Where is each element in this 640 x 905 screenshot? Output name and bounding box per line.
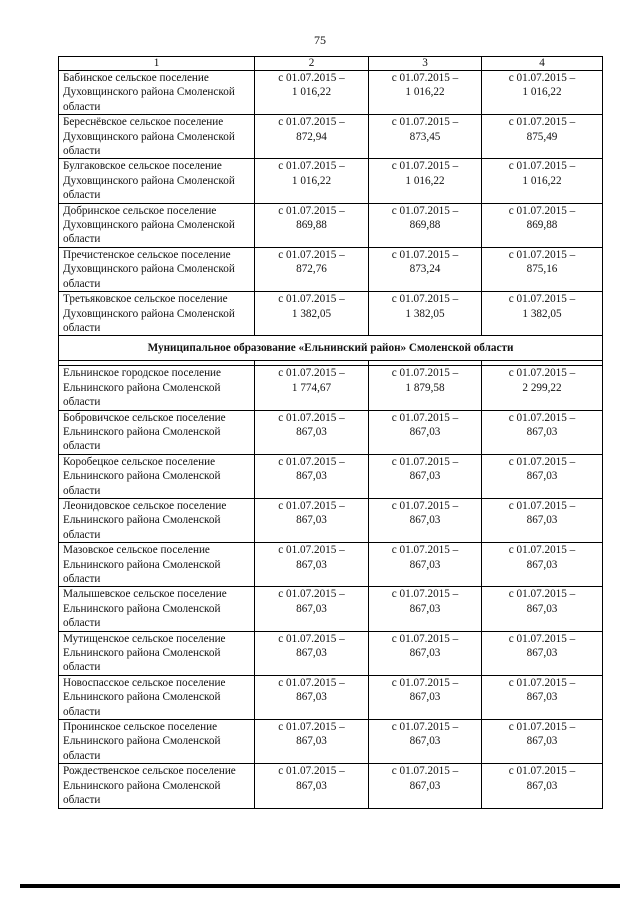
- tariff-cell: [482, 764, 603, 808]
- effective-date: с 01.07.2015 –: [391, 411, 459, 424]
- settlement-name: Береснёвское сельское поселение Духовщинского района Смоленской области: [59, 115, 255, 159]
- tariff-cell: [369, 410, 482, 454]
- tariff-cell: [369, 498, 482, 542]
- table-row: [59, 543, 603, 587]
- tariff-cell: [482, 498, 603, 542]
- tariff-value: 873,45: [409, 130, 441, 143]
- effective-date: с 01.07.2015 –: [278, 116, 345, 129]
- tariff-cell: [482, 631, 603, 675]
- effective-date: с 01.07.2015 –: [278, 632, 345, 645]
- settlement-name: Третьяковское сельское поселение Духовщинского района Смоленской области: [59, 292, 255, 336]
- table-row: [59, 247, 603, 291]
- effective-date: с 01.07.2015 –: [278, 499, 345, 512]
- column-header-1: 1: [59, 57, 255, 71]
- tariff-cell: [255, 498, 369, 542]
- effective-date: с 01.07.2015 –: [508, 204, 576, 217]
- column-header-4: 4: [482, 57, 603, 71]
- table-row: [59, 498, 603, 542]
- tariff-cell: [482, 410, 603, 454]
- tariff-value: 867,03: [296, 470, 327, 483]
- tariff-cell: [369, 675, 482, 719]
- effective-date: с 01.07.2015 –: [508, 116, 576, 129]
- effective-date: с 01.07.2015 –: [508, 632, 576, 645]
- tariff-cell: [255, 71, 369, 115]
- tariff-cell: [255, 543, 369, 587]
- tariff-cell: [255, 292, 369, 336]
- tariff-value: 867,03: [409, 470, 441, 483]
- settlement-name: Леонидовское сельское поселение Ельнинского района Смоленской области: [59, 498, 255, 542]
- effective-date: с 01.07.2015 –: [508, 248, 576, 261]
- settlement-name: Добринское сельское поселение Духовщинского района Смоленской области: [59, 203, 255, 247]
- tariff-value: 1 016,22: [405, 86, 445, 99]
- table-row: [59, 631, 603, 675]
- effective-date: с 01.07.2015 –: [508, 160, 576, 173]
- tariff-cell: [369, 764, 482, 808]
- tariff-value: 869,88: [526, 219, 558, 232]
- tariff-value: 875,49: [526, 130, 558, 143]
- tariff-cell: [369, 366, 482, 410]
- tariff-value: 1 382,05: [405, 307, 445, 320]
- tariff-cell: [369, 720, 482, 764]
- tariff-value: 1 774,67: [291, 381, 332, 394]
- settlement-name: Мутищенское сельское поселение Ельнинского района Смоленской области: [59, 631, 255, 675]
- settlement-name: Бабинское сельское поселение Духовщинского района Смоленской области: [59, 71, 255, 115]
- effective-date: с 01.07.2015 –: [278, 293, 345, 306]
- effective-date: с 01.07.2015 –: [278, 544, 345, 557]
- tariff-value: 867,03: [409, 647, 441, 660]
- tariff-value: 867,03: [526, 425, 558, 438]
- settlement-name: Пронинское сельское поселение Ельнинского района Смоленской области: [59, 720, 255, 764]
- effective-date: с 01.07.2015 –: [508, 367, 576, 380]
- tariff-cell: [482, 587, 603, 631]
- tariff-value: 875,16: [526, 263, 558, 276]
- tariff-value: 867,03: [409, 779, 441, 792]
- tariff-cell: [369, 292, 482, 336]
- tariff-value: 867,03: [526, 779, 558, 792]
- effective-date: с 01.07.2015 –: [508, 544, 576, 557]
- tariff-value: 867,03: [296, 425, 327, 438]
- tariff-value: 2 299,22: [522, 381, 562, 394]
- tariff-cell: [369, 203, 482, 247]
- effective-date: с 01.07.2015 –: [508, 455, 576, 468]
- settlement-name: Коробецкое сельское поселение Ельнинского района Смоленской области: [59, 454, 255, 498]
- effective-date: с 01.07.2015 –: [508, 588, 576, 601]
- tariff-cell: [369, 587, 482, 631]
- effective-date: с 01.07.2015 –: [278, 367, 345, 380]
- effective-date: с 01.07.2015 –: [391, 160, 459, 173]
- effective-date: с 01.07.2015 –: [278, 765, 345, 778]
- tariff-cell: [369, 71, 482, 115]
- tariff-value: 1 016,22: [522, 86, 562, 99]
- tariff-cell: [482, 720, 603, 764]
- tariff-cell: [482, 159, 603, 203]
- tariff-cell: [482, 543, 603, 587]
- effective-date: с 01.07.2015 –: [391, 765, 459, 778]
- tariff-value: 872,94: [296, 130, 327, 143]
- effective-date: с 01.07.2015 –: [391, 116, 459, 129]
- tariff-cell: [482, 366, 603, 410]
- column-header-2: 2: [255, 57, 369, 71]
- tariff-value: 867,03: [296, 735, 327, 748]
- tariff-value: 867,03: [409, 691, 441, 704]
- table-row: [59, 720, 603, 764]
- settlement-name: Мазовское сельское поселение Ельнинского района Смоленской области: [59, 543, 255, 587]
- table-row: [59, 366, 603, 410]
- effective-date: с 01.07.2015 –: [508, 72, 576, 84]
- tariff-cell: [255, 720, 369, 764]
- effective-date: с 01.07.2015 –: [391, 721, 459, 734]
- effective-date: с 01.07.2015 –: [391, 676, 459, 689]
- group-heading: Муниципальное образование «Ельнинский район» Смоленской области: [59, 336, 603, 361]
- tariff-value: 1 879,58: [405, 381, 445, 394]
- tariff-value: 1 016,22: [522, 174, 562, 187]
- effective-date: с 01.07.2015 –: [278, 204, 345, 217]
- tariff-cell: [482, 675, 603, 719]
- tariff-value: 867,03: [296, 691, 327, 704]
- tariff-cell: [369, 543, 482, 587]
- effective-date: с 01.07.2015 –: [278, 411, 345, 424]
- effective-date: с 01.07.2015 –: [508, 499, 576, 512]
- effective-date: с 01.07.2015 –: [391, 544, 459, 557]
- table-row: [59, 764, 603, 808]
- tariff-value: 867,03: [526, 647, 558, 660]
- table-row: [59, 410, 603, 454]
- tariff-value: 872,76: [296, 263, 327, 276]
- table-row: [59, 71, 603, 115]
- tariff-cell: [482, 292, 603, 336]
- tariff-cell: [255, 454, 369, 498]
- page-number: 75: [314, 33, 326, 47]
- table-row: [59, 115, 603, 159]
- effective-date: с 01.07.2015 –: [508, 411, 576, 424]
- effective-date: с 01.07.2015 –: [278, 588, 345, 601]
- effective-date: с 01.07.2015 –: [278, 676, 345, 689]
- bottom-rule: [20, 884, 620, 888]
- effective-date: с 01.07.2015 –: [278, 248, 345, 261]
- tariff-value: 1 016,22: [291, 86, 332, 99]
- tariff-cell: [482, 203, 603, 247]
- effective-date: с 01.07.2015 –: [278, 455, 345, 468]
- tariff-cell: [369, 115, 482, 159]
- table-header-row: [59, 57, 603, 71]
- tariff-value: 869,88: [296, 219, 327, 232]
- tariff-value: 867,03: [526, 602, 558, 615]
- tariff-value: 867,03: [409, 558, 441, 571]
- settlement-name: Малышевское сельское поселение Ельнинского района Смоленской области: [59, 587, 255, 631]
- settlement-name: Рождественское сельское поселение Ельнинского района Смоленской области: [59, 764, 255, 808]
- tariff-cell: [482, 454, 603, 498]
- table-row: [59, 587, 603, 631]
- effective-date: с 01.07.2015 –: [508, 721, 576, 734]
- table-row: [59, 292, 603, 336]
- tariff-cell: [255, 159, 369, 203]
- effective-date: с 01.07.2015 –: [391, 367, 459, 380]
- effective-date: с 01.07.2015 –: [508, 676, 576, 689]
- tariff-cell: [255, 587, 369, 631]
- tariff-value: 867,03: [409, 602, 441, 615]
- tariff-value: 867,03: [526, 470, 558, 483]
- settlement-name: Новоспасское сельское поселение Ельнинского района Смоленской области: [59, 675, 255, 719]
- effective-date: с 01.07.2015 –: [391, 293, 459, 306]
- tariff-cell: [369, 159, 482, 203]
- tariff-value: 867,03: [296, 779, 327, 792]
- tariff-value: 867,03: [409, 425, 441, 438]
- effective-date: с 01.07.2015 –: [508, 765, 576, 778]
- tariff-value: 867,03: [409, 735, 441, 748]
- settlement-name: Пречистенское сельское поселение Духовщинского района Смоленской области: [59, 247, 255, 291]
- tariff-cell: [255, 247, 369, 291]
- effective-date: с 01.07.2015 –: [391, 204, 459, 217]
- tariff-value: 867,03: [526, 735, 558, 748]
- tariff-cell: [255, 764, 369, 808]
- tariff-value: 1 016,22: [405, 174, 445, 187]
- tariff-table: [58, 56, 603, 809]
- effective-date: с 01.07.2015 –: [391, 588, 459, 601]
- column-header-3: 3: [369, 57, 482, 71]
- tariff-cell: [255, 675, 369, 719]
- tariff-value: 1 016,22: [291, 174, 332, 187]
- tariff-value: 1 382,05: [522, 307, 562, 320]
- effective-date: с 01.07.2015 –: [278, 160, 345, 173]
- tariff-cell: [369, 247, 482, 291]
- table-row: [59, 203, 603, 247]
- effective-date: с 01.07.2015 –: [508, 293, 576, 306]
- table-row: [59, 454, 603, 498]
- settlement-name: Ельнинское городское поселение Ельнинского района Смоленской области: [59, 366, 255, 410]
- effective-date: с 01.07.2015 –: [278, 72, 345, 84]
- effective-date: с 01.07.2015 –: [391, 455, 459, 468]
- tariff-cell: [255, 631, 369, 675]
- tariff-value: 869,88: [409, 219, 441, 232]
- effective-date: с 01.07.2015 –: [391, 248, 459, 261]
- tariff-value: 867,03: [296, 602, 327, 615]
- tariff-value: 867,03: [526, 514, 558, 527]
- tariff-value: 867,03: [409, 514, 441, 527]
- tariff-value: 867,03: [526, 691, 558, 704]
- effective-date: с 01.07.2015 –: [391, 632, 459, 645]
- group-heading-row: [59, 336, 603, 361]
- tariff-cell: [369, 631, 482, 675]
- tariff-value: 1 382,05: [291, 307, 332, 320]
- tariff-value: 867,03: [296, 514, 327, 527]
- table-row: [59, 159, 603, 203]
- tariff-value: 867,03: [296, 647, 327, 660]
- effective-date: с 01.07.2015 –: [391, 499, 459, 512]
- settlement-name: Булгаковское сельское поселение Духовщинского района Смоленской области: [59, 159, 255, 203]
- tariff-value: 867,03: [526, 558, 558, 571]
- settlement-name: Бобровичское сельское поселение Ельнинского района Смоленской области: [59, 410, 255, 454]
- tariff-cell: [482, 247, 603, 291]
- tariff-cell: [255, 203, 369, 247]
- tariff-cell: [255, 115, 369, 159]
- tariff-cell: [255, 410, 369, 454]
- tariff-cell: [369, 454, 482, 498]
- tariff-cell: [482, 115, 603, 159]
- tariff-cell: [255, 366, 369, 410]
- tariff-value: 867,03: [296, 558, 327, 571]
- tariff-cell: [482, 71, 603, 115]
- table-row: [59, 675, 603, 719]
- effective-date: с 01.07.2015 –: [278, 721, 345, 734]
- effective-date: с 01.07.2015 –: [391, 72, 459, 84]
- tariff-value: 873,24: [409, 263, 441, 276]
